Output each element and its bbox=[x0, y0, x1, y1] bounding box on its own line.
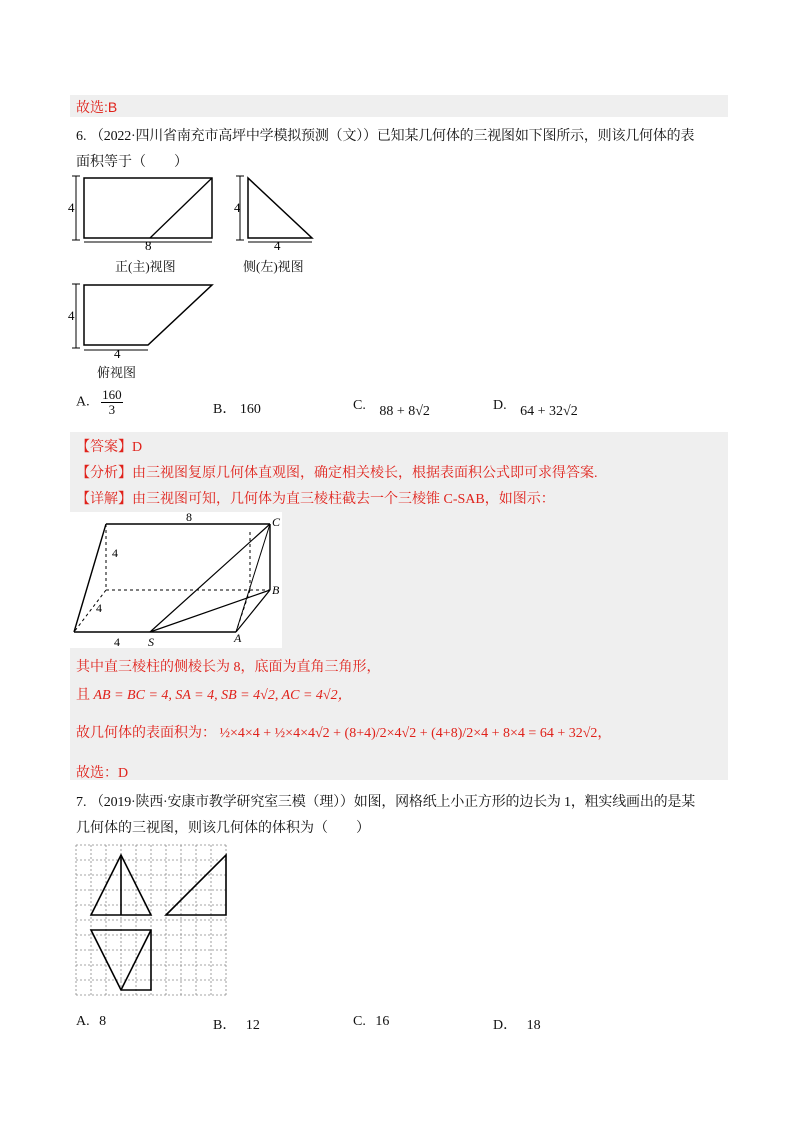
side-h-label: 4 bbox=[234, 200, 241, 215]
q7-stem bbox=[76, 790, 736, 842]
q6-option-d[interactable] bbox=[493, 398, 578, 419]
fig-label-s: S bbox=[148, 635, 154, 648]
q6-option-a-den: 3 bbox=[108, 402, 116, 417]
q6-option-a-fraction bbox=[101, 388, 123, 417]
prev-answer: 故选:B bbox=[76, 99, 118, 115]
q6-number: 6. bbox=[76, 129, 87, 144]
q6-stem-line1: （2022·四川省南充市高坪中学模拟预测（文））已知某几何体的三视图如下图所示，则该几何体的表 bbox=[90, 129, 695, 144]
answer-value: D bbox=[132, 440, 143, 455]
front-h-label: 4 bbox=[68, 200, 75, 215]
q6-stem bbox=[76, 124, 736, 176]
q7-grid-diagram bbox=[74, 844, 240, 1002]
fig-label-top: 8 bbox=[186, 512, 192, 524]
prev-answer-block bbox=[70, 95, 728, 117]
fig-label-left: 4 bbox=[112, 546, 118, 560]
q6-option-c-letter: C. bbox=[353, 398, 366, 413]
q6-analysis-line bbox=[76, 462, 598, 482]
q6-option-a[interactable] bbox=[76, 388, 124, 417]
fig-label-b: B bbox=[272, 583, 280, 597]
front-w-label: 8 bbox=[145, 238, 152, 250]
front-view-diagram bbox=[68, 170, 228, 250]
q6-solution-line1: 其中直三棱柱的侧棱长为 8，底面为直角三角形， bbox=[76, 660, 381, 675]
q6-option-a-letter: A. bbox=[76, 394, 90, 410]
top-h-label: 4 bbox=[68, 308, 75, 323]
detail-text: 由三视图可知，几何体为直三棱柱截去一个三棱锥 C-SAB，如图示： bbox=[132, 492, 555, 507]
analysis-text: 由三视图复原几何体直观图，确定相关棱长，根据表面积公式即可求得答案. bbox=[132, 466, 598, 481]
q6-option-b-text: 160 bbox=[239, 402, 261, 417]
detail-tag: 【详解】 bbox=[76, 492, 132, 507]
q6-solution-line2 bbox=[76, 684, 352, 704]
q6-solid-figure bbox=[70, 512, 282, 648]
q6-option-b[interactable] bbox=[213, 398, 261, 418]
q7-option-c[interactable] bbox=[353, 1014, 389, 1030]
q7-number: 7. bbox=[76, 795, 87, 810]
q7-option-c-text: 16 bbox=[375, 1014, 390, 1029]
q7-option-d-text: 18 bbox=[526, 1018, 541, 1033]
side-caption: 侧(左)视图 bbox=[243, 259, 304, 274]
q7-option-b-text: 12 bbox=[245, 1018, 260, 1033]
q7-option-b[interactable] bbox=[213, 1014, 260, 1034]
q7-option-a-text: 8 bbox=[99, 1014, 107, 1029]
line2-prefix: 且 bbox=[76, 688, 90, 703]
q7-option-b-letter: B． bbox=[213, 1018, 237, 1033]
top-view-diagram bbox=[68, 280, 228, 360]
q7-option-c-letter: C. bbox=[353, 1014, 366, 1029]
q7-stem-line2: 几何体的三视图，则该几何体的体积为（ ） bbox=[76, 821, 370, 836]
q6-option-c[interactable] bbox=[353, 398, 430, 419]
q6-answer-line bbox=[76, 436, 142, 456]
q6-option-c-text: 88 + 8√2 bbox=[379, 404, 430, 419]
q6-solution-line3 bbox=[76, 722, 611, 742]
q6-detail-line bbox=[76, 488, 555, 508]
q7-option-d[interactable] bbox=[493, 1014, 541, 1034]
side-view-diagram bbox=[232, 170, 322, 250]
fig-label-bottom: 4 bbox=[114, 635, 120, 648]
q7-stem-line1: （2019·陕西·安康市教学研究室三模（理））如图，网格纸上小正方形的边长为 1，粗实线画出的是某 bbox=[90, 795, 696, 810]
front-caption: 正(主)视图 bbox=[115, 259, 176, 274]
q6-option-d-text: 64 + 32√2 bbox=[520, 404, 578, 419]
q6-option-b-letter: B． bbox=[213, 402, 237, 417]
top-caption: 俯视图 bbox=[97, 365, 137, 380]
side-w-label: 4 bbox=[274, 238, 281, 250]
top-w-label: 4 bbox=[114, 346, 121, 360]
analysis-tag: 【分析】 bbox=[76, 466, 132, 481]
q7-option-d-letter: D． bbox=[493, 1018, 518, 1033]
q6-option-a-num: 160 bbox=[102, 387, 122, 402]
q7-option-a-letter: A. bbox=[76, 1014, 90, 1029]
line3-math: ½×4×4 + ½×4×4√2 + (8+4)/2×4√2 + (4+8)/2×4 + 8×4 = 64 + 32√2， bbox=[219, 726, 612, 741]
line3-prefix: 故几何体的表面积为： bbox=[76, 726, 216, 741]
fig-label-a: A bbox=[234, 631, 242, 645]
line2-math: AB = BC = 4, SA = 4, SB = 4√2, AC = 4√2， bbox=[93, 688, 352, 703]
q6-final: 故选：D bbox=[76, 766, 129, 781]
q6-option-d-letter: D. bbox=[493, 398, 507, 413]
answer-tag: 【答案】 bbox=[76, 440, 132, 455]
q6-stem-line2: 面积等于（ ） bbox=[76, 155, 188, 170]
fig-label-depth: 4 bbox=[96, 601, 102, 615]
q7-option-a[interactable] bbox=[76, 1014, 106, 1030]
fig-label-c: C bbox=[272, 515, 281, 529]
